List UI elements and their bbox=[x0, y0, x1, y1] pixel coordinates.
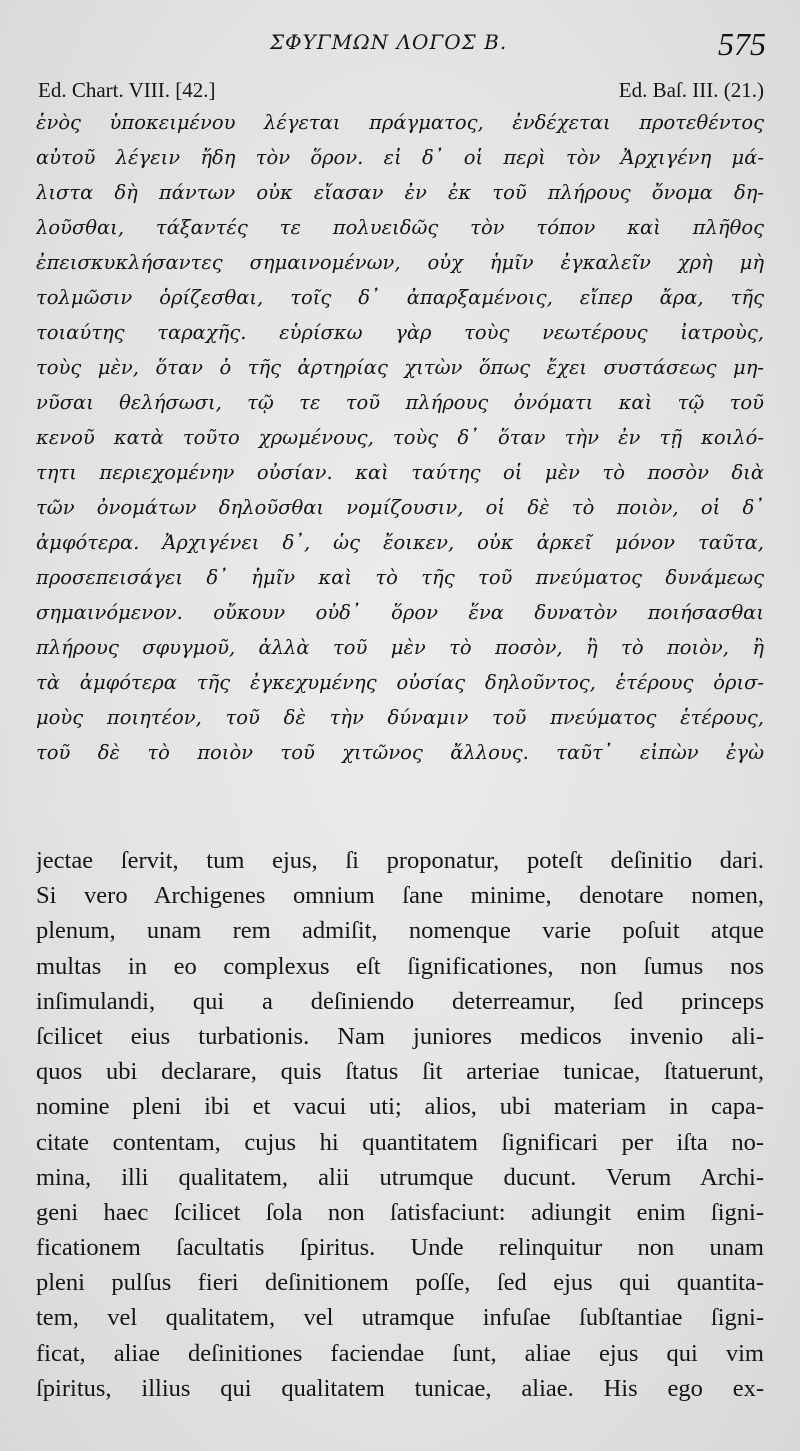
greek-text-line: τῶν ὀνομάτων δηλοῦσθαι νομίζουσιν, οἱ δὲ τὸ ποιὸν, οἱ δ᾽ bbox=[36, 496, 764, 519]
greek-text-line: νῦσαι θελήσωσι, τῷ τε τοῦ πλήρους ὀνόματι καὶ τῷ τοῦ bbox=[36, 391, 764, 414]
latin-text-line: geni haec ſcilicet ſola non ſatisfaciunt: adiungit enim ſigni- bbox=[36, 1198, 764, 1226]
greek-text-line: αὐτοῦ λέγειν ἤδη τὸν ὅρον. εἰ δ᾽ οἱ περὶ τὸν Ἀρχιγένη μά- bbox=[36, 146, 764, 169]
greek-text-block bbox=[36, 105, 764, 770]
greek-text-line: λοῦσθαι, τάξαντές τε πολυειδῶς τὸν τόπον καὶ πλῆθος bbox=[36, 216, 764, 239]
latin-text-line: tem, vel qualitatem, vel utramque infuſae ſubſtantiae ſigni- bbox=[36, 1304, 764, 1332]
latin-text-line: ſcilicet eius turbationis. Nam juniores medicos invenio ali- bbox=[36, 1022, 764, 1050]
latin-text-line: quos ubi declarare, quis ſtatus ſit arteriae tunicae, ſtatuerunt, bbox=[36, 1058, 764, 1086]
greek-text-line: κενοῦ κατὰ τοῦτο χρωμένους, τοὺς δ᾽ ὅταν τὴν ἐν τῇ κοιλό- bbox=[36, 426, 764, 449]
greek-text-line: τοὺς μὲν, ὅταν ὁ τῆς ἀρτηρίας χιτὼν ὅπως ἔχει συστάσεως μη- bbox=[36, 356, 764, 379]
latin-text-line: pleni pulſus fieri deſinitionem poſſe, ſed ejus qui quantita- bbox=[36, 1269, 764, 1297]
greek-text-line: τολμῶσιν ὁρίζεσθαι, τοῖς δ᾽ ἀπαρξαμένοις, εἴπερ ἄρα, τῆς bbox=[36, 286, 764, 309]
greek-text-line: ἐπεισκυκλήσαντες σημαινομένων, οὐχ ἡμῖν ἐγκαλεῖν χρὴ μὴ bbox=[36, 251, 764, 274]
latin-text-line: inſimulandi, qui a deſiniendo deterreamur, ſed princeps bbox=[36, 987, 764, 1015]
edition-reference-right: Ed. Baſ. III. (21.) bbox=[618, 78, 764, 102]
latin-text-line: multas in eo complexus eſt ſignificationes, non ſumus nos bbox=[36, 952, 764, 980]
latin-text-line: plenum, unam rem admiſit, nomenque varie poſuit atque bbox=[36, 917, 764, 945]
latin-text-line: jectae ſervit, tum ejus, ſi proponatur, poteſt deſinitio dari. bbox=[36, 847, 764, 874]
running-head: ΣΦΥΓΜΩΝ ΛΟΓΟΣ Β. bbox=[270, 30, 508, 54]
latin-text-line: ficat, aliae deſinitiones faciendae ſunt, aliae ejus qui vim bbox=[36, 1339, 764, 1367]
latin-text-line: ficationem ſacultatis ſpiritus. Unde relinquitur non unam bbox=[36, 1234, 764, 1262]
edition-reference-left: Ed. Chart. VIII. [42.] bbox=[38, 78, 216, 102]
latin-text-block bbox=[36, 843, 764, 1406]
latin-text-line: ſpiritus, illius qui qualitatem tunicae, aliae. His ego ex- bbox=[36, 1374, 764, 1402]
greek-text-line: μοὺς ποιητέον, τοῦ δὲ τὴν δύναμιν τοῦ πνεύματος ἑτέρους, bbox=[36, 706, 764, 729]
latin-text-line: Si vero Archigenes omnium ſane minime, denotare nomen, bbox=[36, 882, 764, 910]
page-number: 575 bbox=[718, 26, 766, 62]
greek-text-line: τοῦ δὲ τὸ ποιὸν τοῦ χιτῶνος ἄλλους. ταῦτ᾽ εἰπὼν ἐγὼ bbox=[36, 741, 764, 764]
greek-text-line: σημαινόμενον. οὔκουν οὐδ᾽ ὅρον ἕνα δυνατὸν ποιήσασθαι bbox=[36, 601, 764, 624]
greek-text-line: λιστα δὴ πάντων οὐκ εἴασαν ἐν ἐκ τοῦ πλήρους ὄνομα δη- bbox=[36, 181, 764, 204]
latin-text-line: nomine pleni ibi et vacui uti; alios, ubi materiam in capa- bbox=[36, 1093, 764, 1121]
latin-text-line: mina, illi qualitatem, alii utrumque ducunt. Verum Archi- bbox=[36, 1163, 764, 1191]
latin-text-line: citate contentam, cujus hi quantitatem ſignificari per iſta no- bbox=[36, 1128, 764, 1156]
greek-text-line: προσεπεισάγει δ᾽ ἡμῖν καὶ τὸ τῆς τοῦ πνεύματος δυνάμεως bbox=[36, 566, 764, 589]
greek-text-line: τοιαύτης ταραχῆς. εὑρίσκω γὰρ τοὺς νεωτέρους ἰατροὺς, bbox=[36, 321, 764, 344]
greek-text-line: ἀμφότερα. Ἀρχιγένει δ᾽, ὡς ἔοικεν, οὐκ ἀρκεῖ μόνον ταῦτα, bbox=[36, 531, 764, 554]
greek-text-line: τητι περιεχομένην οὐσίαν. καὶ ταύτης οἱ μὲν τὸ ποσὸν διὰ bbox=[36, 461, 764, 484]
greek-text-line: τὰ ἀμφότερα τῆς ἐγκεχυμένης οὐσίας δηλοῦντος, ἑτέρους ὁρισ- bbox=[36, 671, 764, 694]
greek-text-line: ἑνὸς ὑποκειμένου λέγεται πράγματος, ἐνδέχεται προτεθέντος bbox=[36, 111, 764, 134]
greek-text-line: πλήρους σφυγμοῦ, ἀλλὰ τοῦ μὲν τὸ ποσὸν, ἢ τὸ ποιὸν, ἢ bbox=[36, 636, 764, 659]
